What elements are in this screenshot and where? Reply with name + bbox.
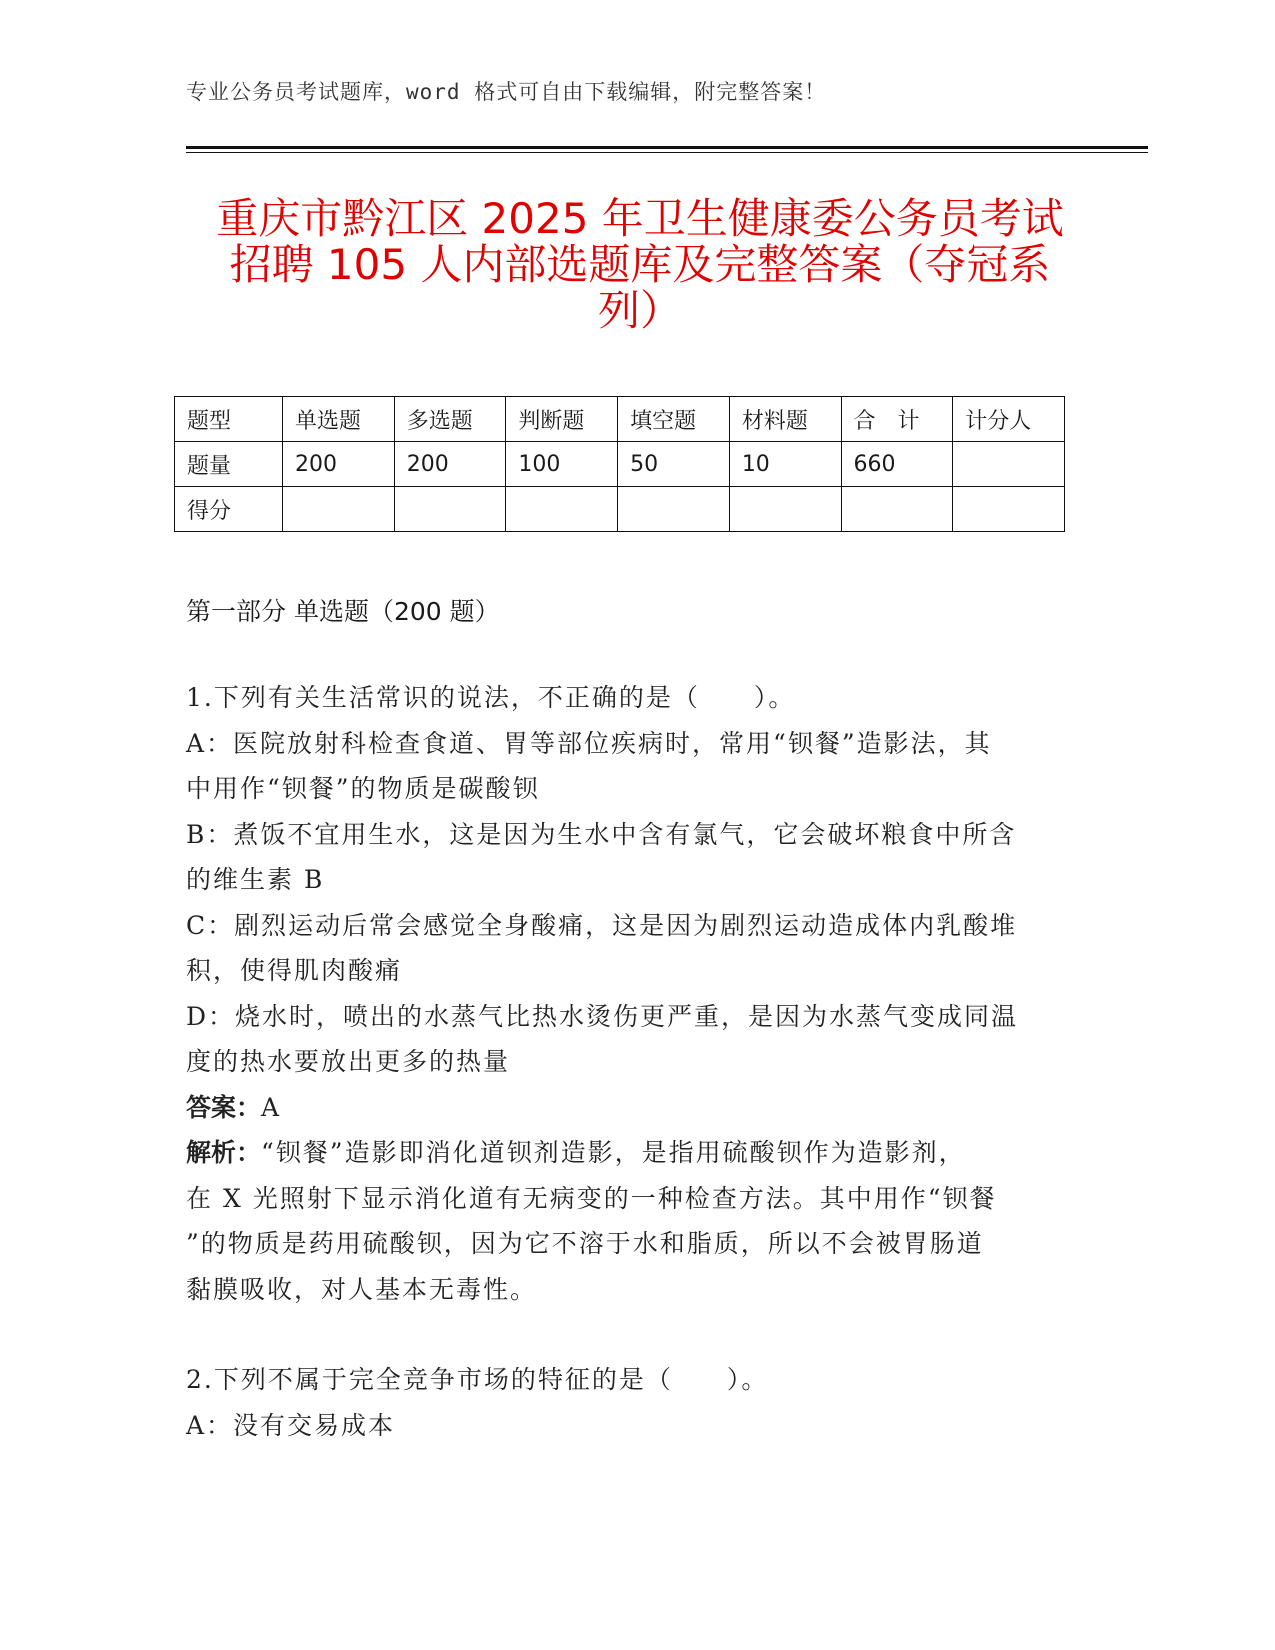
table-cell: 200 [283,442,395,487]
table-cell: 题型 [175,397,283,442]
table-cell [394,487,506,532]
answer-value: A [261,1092,282,1122]
question-line: 1.下列有关生活常识的说法，不正确的是（ ）。 [186,683,796,712]
analysis-line: ”的物质是药用硫酸钡，因为它不溶于水和脂质，所以不会被胃肠道 [186,1229,984,1258]
table-cell [729,487,841,532]
question-line: A：没有交易成本 [186,1410,396,1440]
header-note: 专业公务员考试题库，word 格式可自由下载编辑，附完整答案！ [186,80,827,104]
question-line: 度的热水要放出更多的热量 [186,1047,511,1076]
header-rule-thin [186,152,1148,153]
table-cell [841,487,953,532]
answer-line [186,1085,1076,1131]
title-line: 列） [597,286,682,335]
question-line: 的维生素 B [186,865,325,894]
question-line: 2.下列不属于完全竞争市场的特征的是（ ）。 [186,1365,769,1394]
table-cell: 10 [729,442,841,487]
table-cell: 材料题 [729,397,841,442]
question-2 [186,1357,1076,1448]
table-cell [953,487,1065,532]
table-cell: 判断题 [506,397,618,442]
table-cell: 50 [618,442,730,487]
analysis-text: “钡餐”造影即消化道钡剂造影，是指用硫酸钡作为造影剂， [261,1138,966,1167]
question-line: A：医院放射科检查食道、胃等部位疾病时，常用“钡餐”造影法，其 [186,728,992,758]
question-1 [186,675,1076,1312]
score-table-count-row [175,442,1065,487]
question-line: C：剧烈运动后常会感觉全身酸痛，这是因为剧烈运动造成体内乳酸堆 [186,910,1018,940]
table-cell: 得分 [175,487,283,532]
table-cell: 计分人 [953,397,1065,442]
section-title: 第一部分 单选题（200 题） [186,597,500,626]
analysis-label: 解析： [186,1138,262,1167]
question-line: 中用作“钡餐”的物质是碳酸钡 [186,774,540,803]
question-line: B：煮饭不宜用生水，这是因为生水中含有氯气，它会破坏粮食中所含 [186,819,1017,849]
table-cell: 100 [506,442,618,487]
table-cell [953,442,1065,487]
answer-label: 答案： [186,1092,262,1122]
table-cell [506,487,618,532]
document-title [180,196,1100,334]
title-line: 招聘 105 人内部选题库及完整答案（夺冠系 [229,240,1051,289]
analysis-line: 黏膜吸收，对人基本无毒性。 [186,1274,538,1304]
title-line: 重庆市黔江区 2025 年卫生健康委公务员考试 [216,194,1064,243]
table-cell: 200 [394,442,506,487]
table-cell: 合 计 [841,397,953,442]
table-cell: 题量 [175,442,283,487]
table-cell: 单选题 [283,397,395,442]
header-rule-thick [186,146,1148,149]
table-cell: 多选题 [394,397,506,442]
table-cell: 660 [841,442,953,487]
table-cell [283,487,395,532]
table-cell: 填空题 [618,397,730,442]
table-cell [618,487,730,532]
question-line: 积，使得肌肉酸痛 [186,956,403,985]
score-table [174,396,1065,532]
question-line: D：烧水时，喷出的水蒸气比热水烫伤更严重，是因为水蒸气变成同温 [186,1001,1019,1031]
score-table-score-row [175,487,1065,532]
score-table-header-row [175,397,1065,442]
analysis-line [186,1130,1076,1176]
analysis-line: 在 X 光照射下显示消化道有无病变的一种检查方法。其中用作“钡餐 [186,1183,997,1213]
